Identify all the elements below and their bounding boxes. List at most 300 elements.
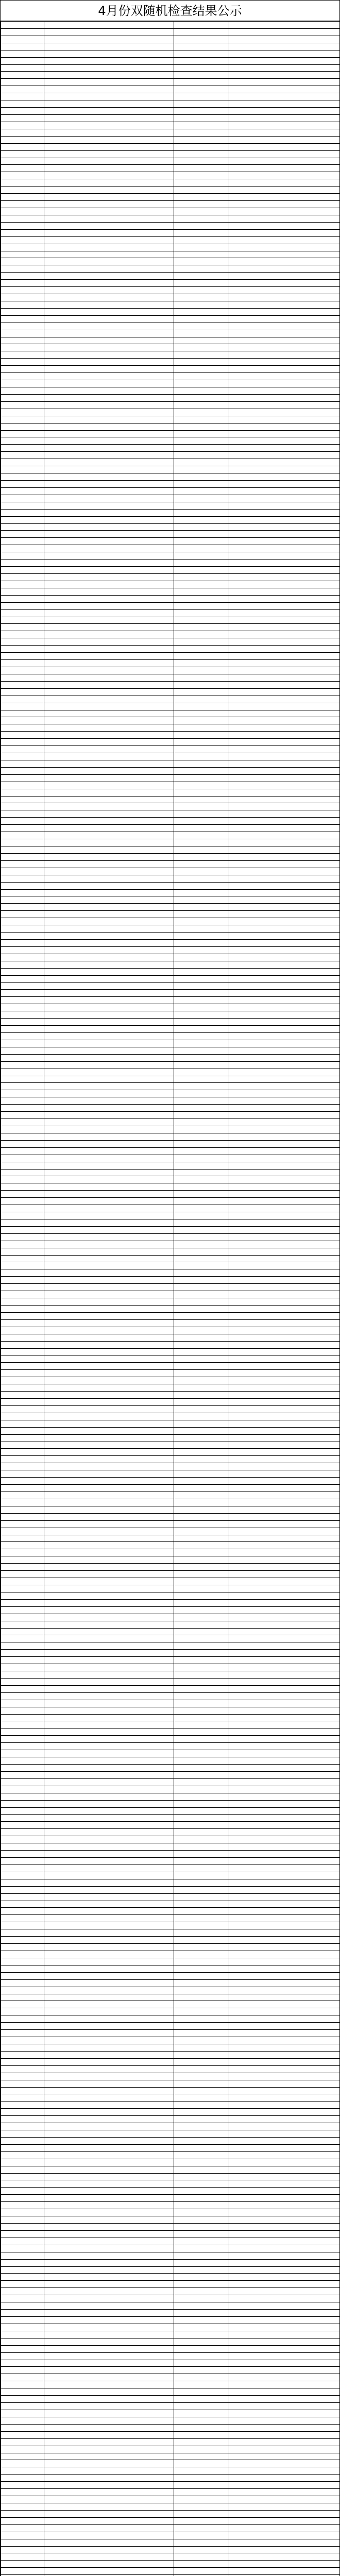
- table-row: [1, 868, 340, 875]
- sequence-cell: [1, 1097, 44, 1105]
- enterprise-name-cell: [44, 294, 174, 301]
- table-row: [1, 1155, 340, 1162]
- enterprise-name-cell: [44, 1542, 174, 1549]
- enterprise-name-cell: [44, 1506, 174, 1513]
- sequence-cell: [1, 308, 44, 315]
- inspection-result-cell: [229, 1054, 340, 1061]
- table-row: [1, 2489, 340, 2496]
- sequence-cell: [1, 108, 44, 115]
- table-row: [1, 1592, 340, 1599]
- table-row: [1, 2310, 340, 2317]
- table-row: [1, 1492, 340, 1499]
- enterprise-name-cell: [44, 1944, 174, 1951]
- inspection-type-cell: [174, 732, 229, 739]
- table-row: [1, 2532, 340, 2539]
- sequence-cell: [1, 1233, 44, 1241]
- enterprise-name-cell: [44, 136, 174, 143]
- sequence-cell: [1, 423, 44, 430]
- enterprise-name-cell: [44, 516, 174, 523]
- sequence-cell: [1, 473, 44, 481]
- inspection-result-cell: [229, 724, 340, 732]
- inspection-result-cell: [229, 1334, 340, 1341]
- inspection-result-cell: [229, 2173, 340, 2180]
- table-row: [1, 2431, 340, 2438]
- inspection-type-cell: [174, 1628, 229, 1635]
- table-row: [1, 2568, 340, 2575]
- inspection-result-cell: [229, 961, 340, 968]
- inspection-result-cell: [229, 2252, 340, 2259]
- inspection-type-cell: [174, 1019, 229, 1026]
- sequence-cell: [1, 280, 44, 287]
- enterprise-name-cell: [44, 2403, 174, 2410]
- sequence-cell: [1, 315, 44, 323]
- inspection-result-cell: [229, 2180, 340, 2188]
- table-row: [1, 308, 340, 315]
- table-row: [1, 1736, 340, 1743]
- table-row: [1, 653, 340, 660]
- inspection-type-cell: [174, 1642, 229, 1650]
- inspection-result-cell: [229, 236, 340, 244]
- results-table: [1, 21, 339, 2576]
- inspection-result-cell: [229, 215, 340, 222]
- enterprise-name-cell: [44, 2489, 174, 2496]
- table-row: [1, 2144, 340, 2151]
- enterprise-name-cell: [44, 2209, 174, 2216]
- table-row: [1, 158, 340, 165]
- inspection-result-cell: [229, 2288, 340, 2295]
- inspection-type-cell: [174, 2188, 229, 2195]
- inspection-result-cell: [229, 294, 340, 301]
- inspection-type-cell: [174, 2310, 229, 2317]
- inspection-type-cell: [174, 1858, 229, 1865]
- sequence-cell: [1, 437, 44, 445]
- inspection-type-cell: [174, 2295, 229, 2302]
- inspection-result-cell: [229, 1606, 340, 1614]
- inspection-type-cell: [174, 1370, 229, 1377]
- enterprise-name-cell: [44, 2073, 174, 2080]
- inspection-result-cell: [229, 1879, 340, 1886]
- table-row: [1, 108, 340, 115]
- inspection-result-cell: [229, 933, 340, 940]
- inspection-type-cell: [174, 1226, 229, 1233]
- inspection-type-cell: [174, 2381, 229, 2388]
- inspection-result-cell: [229, 1657, 340, 1664]
- inspection-type-cell: [174, 380, 229, 387]
- table-row: [1, 2259, 340, 2266]
- inspection-result-cell: [229, 954, 340, 961]
- inspection-result-cell: [229, 2410, 340, 2417]
- sequence-cell: [1, 1678, 44, 1685]
- enterprise-name-cell: [44, 2568, 174, 2575]
- table-row: [1, 1176, 340, 1183]
- table-row: [1, 280, 340, 287]
- table-row: [1, 114, 340, 122]
- sequence-cell: [1, 1420, 44, 1427]
- enterprise-name-cell: [44, 1112, 174, 1119]
- sequence-cell: [1, 982, 44, 990]
- sequence-cell: [1, 359, 44, 366]
- enterprise-name-cell: [44, 818, 174, 825]
- inspection-type-cell: [174, 545, 229, 552]
- sequence-cell: [1, 1449, 44, 1456]
- sequence-cell: [1, 215, 44, 222]
- inspection-result-cell: [229, 1233, 340, 1241]
- table-row: [1, 1198, 340, 1205]
- inspection-result-cell: [229, 172, 340, 179]
- table-row: [1, 93, 340, 100]
- table-row: [1, 136, 340, 143]
- inspection-result-cell: [229, 918, 340, 925]
- inspection-type-cell: [174, 1076, 229, 1083]
- table-row: [1, 2352, 340, 2360]
- inspection-type-cell: [174, 717, 229, 724]
- enterprise-name-cell: [44, 423, 174, 430]
- enterprise-name-cell: [44, 2317, 174, 2324]
- table-row: [1, 2130, 340, 2138]
- inspection-type-cell: [174, 1355, 229, 1363]
- table-row: [1, 1700, 340, 1707]
- sequence-cell: [1, 1707, 44, 1714]
- sequence-cell: [1, 194, 44, 201]
- sequence-cell: [1, 50, 44, 57]
- inspection-result-cell: [229, 1327, 340, 1334]
- table-row: [1, 660, 340, 667]
- inspection-type-cell: [174, 2015, 229, 2023]
- table-row: [1, 1728, 340, 1736]
- sequence-cell: [1, 1169, 44, 1176]
- inspection-result-cell: [229, 1829, 340, 1836]
- enterprise-name-cell: [44, 2388, 174, 2396]
- inspection-type-cell: [174, 1306, 229, 1313]
- table-row: [1, 2224, 340, 2231]
- inspection-result-cell: [229, 2266, 340, 2274]
- inspection-result-cell: [229, 1076, 340, 1083]
- inspection-result-cell: [229, 1140, 340, 1147]
- inspection-type-cell: [174, 2317, 229, 2324]
- inspection-result-cell: [229, 452, 340, 459]
- inspection-result-cell: [229, 1277, 340, 1284]
- inspection-type-cell: [174, 1420, 229, 1427]
- inspection-type-cell: [174, 2087, 229, 2094]
- sequence-cell: [1, 502, 44, 509]
- enterprise-name-cell: [44, 1736, 174, 1743]
- inspection-type-cell: [174, 409, 229, 416]
- inspection-result-cell: [229, 1908, 340, 1915]
- enterprise-name-cell: [44, 1908, 174, 1915]
- enterprise-name-cell: [44, 1657, 174, 1664]
- inspection-type-cell: [174, 1692, 229, 1700]
- inspection-type-cell: [174, 925, 229, 933]
- inspection-result-cell: [229, 2467, 340, 2475]
- inspection-result-cell: [229, 187, 340, 194]
- inspection-type-cell: [174, 2224, 229, 2231]
- inspection-type-cell: [174, 445, 229, 452]
- sequence-cell: [1, 739, 44, 746]
- inspection-type-cell: [174, 1893, 229, 1901]
- table-row: [1, 2396, 340, 2403]
- enterprise-name-cell: [44, 1499, 174, 1506]
- sequence-cell: [1, 1786, 44, 1793]
- inspection-type-cell: [174, 882, 229, 889]
- inspection-type-cell: [174, 1004, 229, 1011]
- inspection-result-cell: [229, 1348, 340, 1355]
- sequence-cell: [1, 1585, 44, 1592]
- sequence-cell: [1, 1800, 44, 1807]
- inspection-type-cell: [174, 1800, 229, 1807]
- inspection-result-cell: [229, 1133, 340, 1140]
- inspection-type-cell: [174, 2367, 229, 2374]
- enterprise-name-cell: [44, 36, 174, 43]
- table-row: [1, 1255, 340, 1262]
- enterprise-name-cell: [44, 93, 174, 100]
- sequence-cell: [1, 1133, 44, 1140]
- inspection-type-cell: [174, 1405, 229, 1413]
- inspection-result-cell: [229, 1212, 340, 1219]
- inspection-result-cell: [229, 1463, 340, 1470]
- table-row: [1, 674, 340, 681]
- inspection-type-cell: [174, 1377, 229, 1384]
- inspection-result-cell: [229, 1019, 340, 1026]
- inspection-result-cell: [229, 1951, 340, 1958]
- table-row: [1, 1069, 340, 1076]
- enterprise-name-cell: [44, 1442, 174, 1449]
- sequence-cell: [1, 1126, 44, 1133]
- table-row: [1, 918, 340, 925]
- sequence-cell: [1, 236, 44, 244]
- enterprise-name-cell: [44, 681, 174, 688]
- inspection-type-cell: [174, 1205, 229, 1212]
- sequence-cell: [1, 2094, 44, 2102]
- inspection-result-cell: [229, 2151, 340, 2159]
- table-row: [1, 222, 340, 229]
- inspection-result-cell: [229, 86, 340, 93]
- enterprise-name-cell: [44, 165, 174, 172]
- inspection-type-cell: [174, 1399, 229, 1406]
- table-row: [1, 1399, 340, 1406]
- table-row: [1, 2281, 340, 2288]
- sequence-cell: [1, 294, 44, 301]
- enterprise-name-cell: [44, 215, 174, 222]
- table-row: [1, 373, 340, 380]
- inspection-type-cell: [174, 2123, 229, 2130]
- inspection-result-cell: [229, 2102, 340, 2109]
- sequence-cell: [1, 2008, 44, 2015]
- inspection-result-cell: [229, 1090, 340, 1097]
- inspection-type-cell: [174, 1162, 229, 1169]
- sequence-cell: [1, 2180, 44, 2188]
- inspection-result-cell: [229, 1807, 340, 1815]
- enterprise-name-cell: [44, 1872, 174, 1879]
- enterprise-name-cell: [44, 1650, 174, 1657]
- inspection-result-cell: [229, 244, 340, 251]
- table-row: [1, 2023, 340, 2030]
- inspection-result-cell: [229, 2080, 340, 2087]
- inspection-type-cell: [174, 602, 229, 609]
- inspection-type-cell: [174, 946, 229, 954]
- sequence-cell: [1, 481, 44, 488]
- table-row: [1, 516, 340, 523]
- sequence-cell: [1, 2087, 44, 2094]
- inspection-type-cell: [174, 2008, 229, 2015]
- table-row: [1, 1478, 340, 1485]
- inspection-type-cell: [174, 1083, 229, 1090]
- sequence-cell: [1, 229, 44, 236]
- sequence-cell: [1, 459, 44, 466]
- sequence-cell: [1, 2388, 44, 2396]
- inspection-result-cell: [229, 2345, 340, 2352]
- table-row: [1, 100, 340, 108]
- inspection-result-cell: [229, 1886, 340, 1893]
- inspection-type-cell: [174, 818, 229, 825]
- table-row: [1, 2360, 340, 2367]
- table-row: [1, 2367, 340, 2374]
- table-row: [1, 1140, 340, 1147]
- table-row: [1, 1549, 340, 1556]
- table-row: [1, 860, 340, 868]
- inspection-type-cell: [174, 1183, 229, 1191]
- sequence-cell: [1, 22, 44, 29]
- sequence-cell: [1, 2396, 44, 2403]
- inspection-type-cell: [174, 1750, 229, 1757]
- sequence-cell: [1, 846, 44, 854]
- enterprise-name-cell: [44, 179, 174, 187]
- inspection-result-cell: [229, 1384, 340, 1392]
- enterprise-name-cell: [44, 445, 174, 452]
- sequence-cell: [1, 2230, 44, 2238]
- table-row: [1, 531, 340, 538]
- inspection-result-cell: [229, 179, 340, 187]
- enterprise-name-cell: [44, 1449, 174, 1456]
- inspection-type-cell: [174, 846, 229, 854]
- inspection-result-cell: [229, 1965, 340, 1972]
- table-row: [1, 380, 340, 387]
- sequence-cell: [1, 875, 44, 882]
- inspection-result-cell: [229, 2166, 340, 2173]
- enterprise-name-cell: [44, 315, 174, 323]
- table-row: [1, 1692, 340, 1700]
- inspection-type-cell: [174, 2374, 229, 2381]
- table-row: [1, 710, 340, 717]
- inspection-type-cell: [174, 2352, 229, 2360]
- sequence-cell: [1, 1972, 44, 1979]
- results-table-body: [1, 22, 340, 2576]
- enterprise-name-cell: [44, 868, 174, 875]
- sequence-cell: [1, 1893, 44, 1901]
- sequence-cell: [1, 1807, 44, 1815]
- inspection-type-cell: [174, 294, 229, 301]
- table-row: [1, 1262, 340, 1269]
- sequence-cell: [1, 1851, 44, 1858]
- table-row: [1, 796, 340, 803]
- sequence-cell: [1, 904, 44, 911]
- inspection-type-cell: [174, 2065, 229, 2073]
- inspection-result-cell: [229, 2044, 340, 2051]
- enterprise-name-cell: [44, 1119, 174, 1126]
- sequence-cell: [1, 552, 44, 560]
- sequence-cell: [1, 2195, 44, 2202]
- enterprise-name-cell: [44, 2360, 174, 2367]
- enterprise-name-cell: [44, 473, 174, 481]
- inspection-type-cell: [174, 1879, 229, 1886]
- inspection-type-cell: [174, 710, 229, 717]
- inspection-type-cell: [174, 2475, 229, 2482]
- enterprise-name-cell: [44, 1549, 174, 1556]
- table-row: [1, 2338, 340, 2345]
- table-row: [1, 2374, 340, 2381]
- table-row: [1, 1858, 340, 1865]
- sequence-cell: [1, 1090, 44, 1097]
- inspection-type-cell: [174, 746, 229, 753]
- enterprise-name-cell: [44, 2224, 174, 2231]
- enterprise-name-cell: [44, 2195, 174, 2202]
- inspection-type-cell: [174, 143, 229, 150]
- inspection-type-cell: [174, 323, 229, 330]
- enterprise-name-cell: [44, 2496, 174, 2503]
- inspection-result-cell: [229, 1126, 340, 1133]
- inspection-result-cell: [229, 911, 340, 918]
- sequence-cell: [1, 100, 44, 108]
- sequence-cell: [1, 416, 44, 423]
- sequence-cell: [1, 1499, 44, 1506]
- table-row: [1, 1205, 340, 1212]
- sequence-cell: [1, 1341, 44, 1348]
- inspection-result-cell: [229, 1363, 340, 1370]
- enterprise-name-cell: [44, 2460, 174, 2467]
- sequence-cell: [1, 646, 44, 653]
- table-row: [1, 409, 340, 416]
- enterprise-name-cell: [44, 1463, 174, 1470]
- inspection-type-cell: [174, 301, 229, 308]
- inspection-result-cell: [229, 882, 340, 889]
- inspection-type-cell: [174, 1592, 229, 1599]
- enterprise-name-cell: [44, 2238, 174, 2245]
- table-row: [1, 1219, 340, 1226]
- sequence-cell: [1, 853, 44, 860]
- enterprise-name-cell: [44, 1291, 174, 1298]
- inspection-result-cell: [229, 2367, 340, 2374]
- enterprise-name-cell: [44, 2216, 174, 2224]
- inspection-result-cell: [229, 2424, 340, 2431]
- inspection-type-cell: [174, 1069, 229, 1076]
- table-row: [1, 423, 340, 430]
- sequence-cell: [1, 732, 44, 739]
- sequence-cell: [1, 1392, 44, 1399]
- enterprise-name-cell: [44, 1664, 174, 1671]
- inspection-result-cell: [229, 2331, 340, 2338]
- table-row: [1, 315, 340, 323]
- sequence-cell: [1, 337, 44, 344]
- table-row: [1, 839, 340, 846]
- sequence-cell: [1, 251, 44, 258]
- inspection-type-cell: [174, 2202, 229, 2209]
- enterprise-name-cell: [44, 2302, 174, 2310]
- inspection-result-cell: [229, 774, 340, 782]
- enterprise-name-cell: [44, 351, 174, 359]
- table-row: [1, 2238, 340, 2245]
- inspection-result-cell: [229, 366, 340, 373]
- table-row: [1, 1047, 340, 1054]
- inspection-type-cell: [174, 1822, 229, 1829]
- sequence-cell: [1, 495, 44, 502]
- table-row: [1, 2295, 340, 2302]
- inspection-type-cell: [174, 1032, 229, 1040]
- sequence-cell: [1, 1750, 44, 1757]
- enterprise-name-cell: [44, 2188, 174, 2195]
- sequence-cell: [1, 2252, 44, 2259]
- table-row: [1, 1083, 340, 1090]
- inspection-result-cell: [229, 839, 340, 846]
- table-row: [1, 1233, 340, 1241]
